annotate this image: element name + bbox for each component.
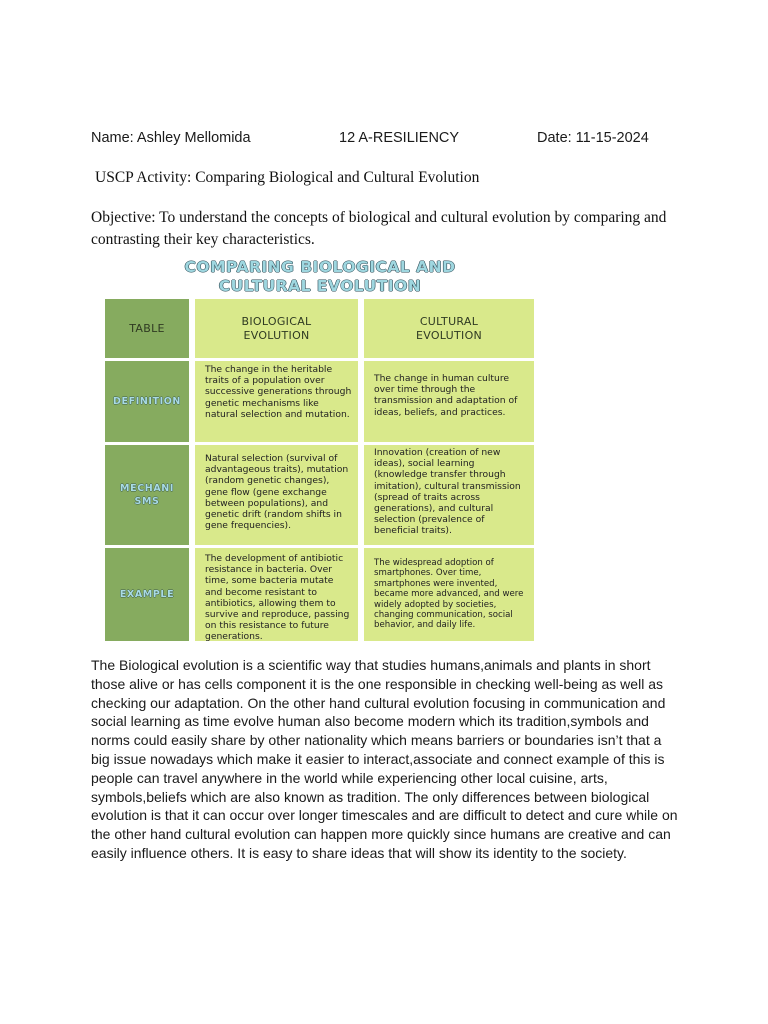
activity-title: USCP Activity: Comparing Biological and Cultural Evolution [95, 169, 480, 186]
cell-example-cultural: The widespread adoption of smartphones. Over time, smartphones were invented, became more advanced, and were widely adopted by societies, changing communication, social behavior, and daily life. [364, 548, 534, 641]
student-name: Name: Ashley Mellomida [91, 130, 251, 146]
cell-definition-biological: The change in the heritable traits of a population over successive generations through genetic mechanisms like natural selection and mutation. [195, 361, 358, 442]
cell-mechanisms-cultural: Innovation (creation of new ideas), social learning (knowledge transfer through imitation), cultural transmission (spread of traits across generations), and cultural selection (prevalence of beneficial traits). [364, 445, 534, 545]
figure-title-line-2: CULTURAL EVOLUTION [218, 277, 422, 295]
body-paragraph: The Biological evolution is a scientific way that studies humans,animals and plants in short those alive or has cells component it is the one responsible in checking well-being as well as checking our adaptation. On the other hand cultural evolution focusing in communication and social learning as time evolve human also become modern which its tradition,symbols and norms could easily share by other nationality which means barriers or boundaries isn’t that a big issue nowadays which make it easier to interact,associate and connect example of this is people can travel anywhere in the world while experiencing other local cuisine, arts, symbols,beliefs which are also known as tradition. The only differences between biological evolution is that it can occur over longer timescales and are difficult to detect and cure while on the other hand cultural evolution can happen more quickly since humans are creative and can easily influence others. It is easy to share ideas that will show its identity to the society. [91, 657, 678, 861]
row-label-example: EXAMPLE [105, 548, 189, 641]
column-header-biological: BIOLOGICAL EVOLUTION [195, 299, 358, 358]
date-label: Date: 11-15-2024 [537, 130, 649, 146]
cell-mechanisms-biological: Natural selection (survival of advantageous traits), mutation (random genetic changes), gene flow (gene exchange between populations), and genetic drift (random shifts in gene frequencies). [195, 445, 358, 545]
cell-definition-cultural: The change in human culture over time through the transmission and adaptation of ideas, beliefs, and practices. [364, 361, 534, 442]
cell-example-biological: The development of antibiotic resistance in bacteria. Over time, some bacteria mutate and become resistant to antibiotics, allowing them to survive and reproduce, passing on this resistance to future generations. [195, 548, 358, 641]
table-corner-cell: TABLE [105, 299, 189, 358]
row-label-mechanisms: MECHANI SMS [105, 445, 189, 545]
column-header-cultural: CULTURAL EVOLUTION [364, 299, 534, 358]
row-label-definition: DEFINITION [105, 361, 189, 442]
section-label: 12 A-RESILIENCY [339, 130, 460, 146]
objective-text: Objective: To understand the concepts of biological and cultural evolution by comparing and contrasting their key characteristics. [91, 209, 667, 248]
comparison-figure [100, 256, 540, 646]
figure-title-line-1: COMPARING BIOLOGICAL AND [184, 258, 456, 276]
header-row [91, 130, 691, 150]
